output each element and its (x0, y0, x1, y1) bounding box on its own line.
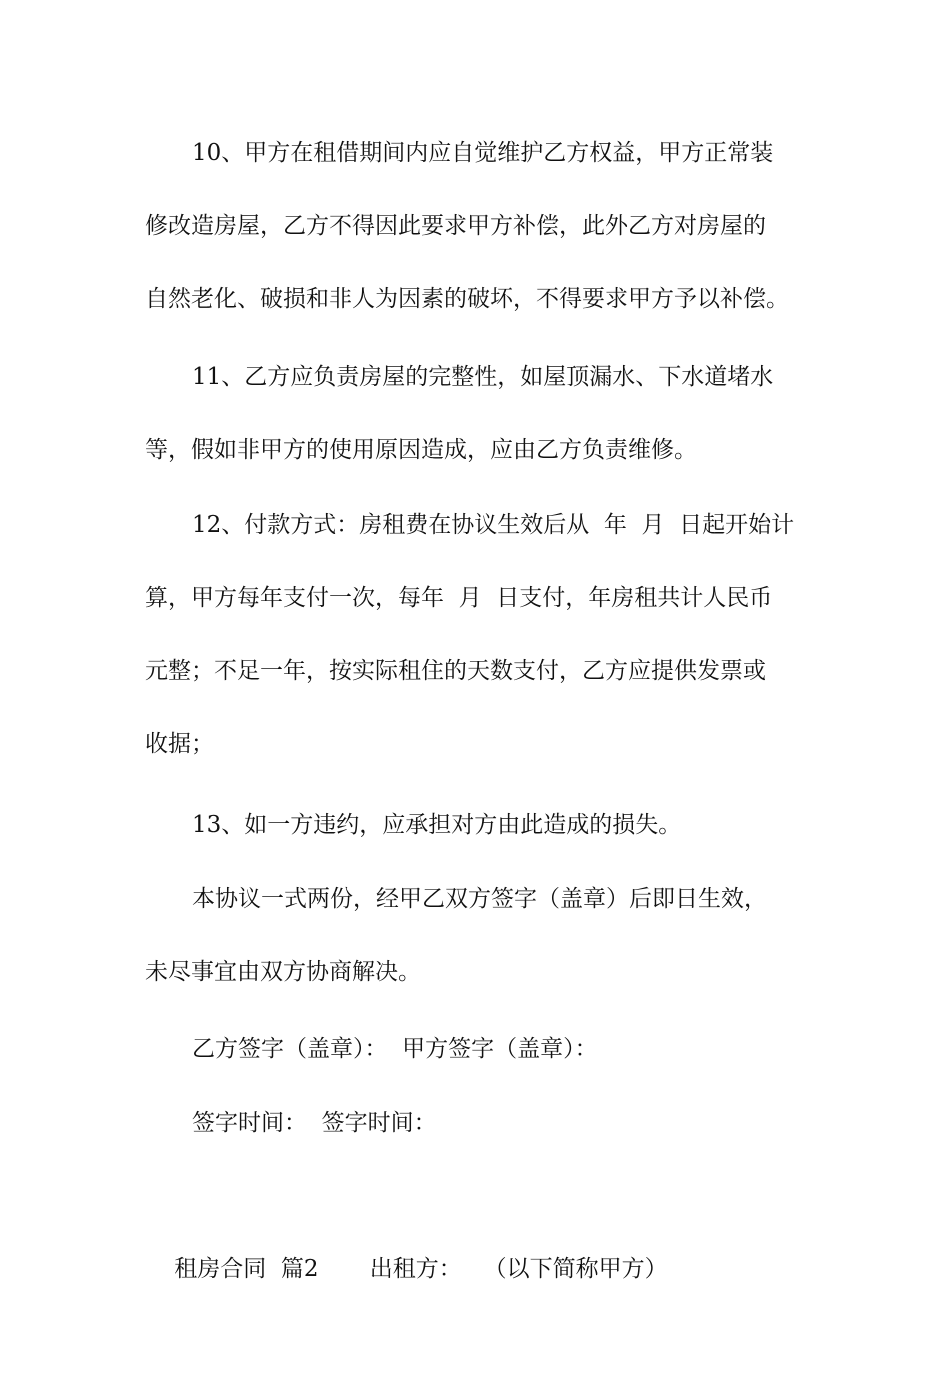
agreement-validity-line-1: 本协议一式两份，经甲乙双方签字（盖章）后即日生效， (192, 886, 767, 912)
clause-12 (145, 489, 810, 781)
agreement-validity-line-2: 未尽事宜由双方协商解决。 (145, 959, 421, 985)
clause-12-line-2: 算，甲方每年支付一次，每年 月 日支付，年房租共计人民币 (145, 585, 773, 611)
clause-11-line-2: 等，假如非甲方的使用原因造成，应由乙方负责维修。 (145, 437, 697, 463)
clause-12-line-4: 收据； (145, 731, 214, 757)
next-section-part: 篇2 (280, 1256, 319, 1282)
signature-date-line (145, 1087, 810, 1160)
clause-13 (145, 789, 810, 862)
clause-11 (145, 341, 810, 487)
next-section-heading (145, 1160, 668, 1379)
clause-12-line-3: 元整；不足一年，按实际租住的天数支付，乙方应提供发票或 (145, 658, 766, 684)
signature-labels: 乙方签字（盖章）： 甲方签字（盖章）： (192, 1036, 598, 1062)
signature-date-labels: 签字时间： 签字时间： (192, 1110, 437, 1136)
clause-11-line-1: 11、乙方应负责房屋的完整性，如屋顶漏水、下水道堵水 (192, 364, 774, 390)
lessor-label: 出租方： (369, 1256, 462, 1282)
clause-10-line-3: 自然老化、破损和非人为因素的破坏，不得要求甲方予以补偿。 (145, 286, 789, 312)
clause-13-line-1: 13、如一方违约，应承担对方由此造成的损失。 (192, 812, 682, 838)
agreement-validity (145, 863, 810, 1009)
clause-10-line-2: 修改造房屋，乙方不得因此要求甲方补偿，此外乙方对房屋的 (145, 213, 766, 239)
signature-line (145, 1013, 810, 1086)
lessor-note: （以下简称甲方） (483, 1256, 668, 1282)
clause-10-line-1: 10、甲方在租借期间内应自觉维护乙方权益，甲方正常装 (192, 140, 774, 166)
clause-10 (145, 117, 810, 336)
clause-12-line-1: 12、付款方式：房租费在协议生效后从 年 月 日起开始计 (192, 512, 795, 538)
next-section-title: 租房合同 (174, 1256, 267, 1282)
